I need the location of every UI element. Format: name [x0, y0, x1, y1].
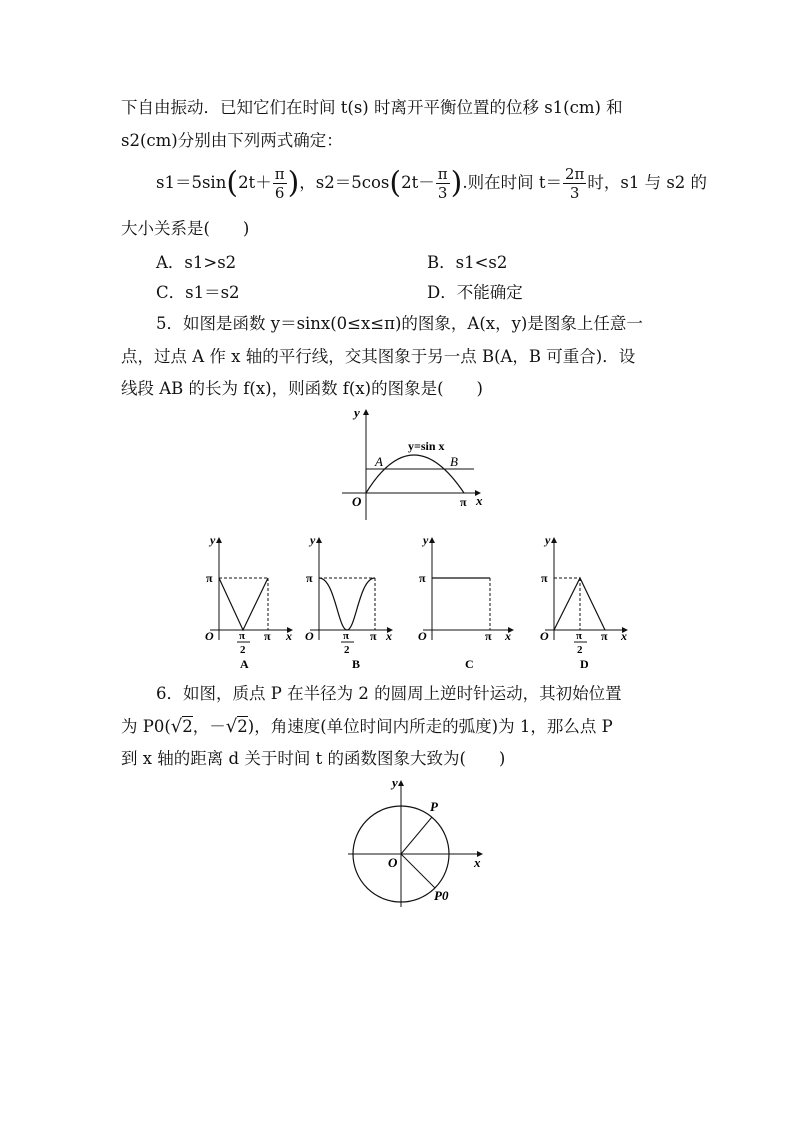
q4-option-d: D．不能确定: [427, 283, 523, 302]
s1-inner: 2t＋: [238, 173, 272, 192]
formula-tail: 时，s1 与 s2 的: [587, 173, 708, 192]
graph-b-y: y: [310, 533, 316, 547]
graph-a-half-pi-num: π: [239, 630, 246, 642]
q4-line-2: s2(cm)分别由下列两式确定：: [121, 131, 343, 150]
graph-c-label: C: [465, 657, 474, 671]
point-a-label: A: [375, 454, 383, 469]
sqrt-radicand-2: 2: [237, 717, 248, 736]
sine-graph: [330, 400, 500, 525]
q5-line-2: 点，过点 A 作 x 轴的平行线，交其图象于另一点 B(A，B 可重合)．设: [121, 347, 636, 366]
graph-b-pi-x: π: [370, 629, 377, 643]
graph-b-o: O: [305, 629, 314, 643]
graph-b-label: B: [352, 657, 361, 671]
formula-then: .则在时间 t＝: [462, 173, 562, 192]
s2-inner: 2t－: [401, 173, 435, 192]
sqrt-radicand-1: 2: [182, 717, 193, 736]
graph-a-o: O: [205, 629, 214, 643]
graph-a-half-pi-den: 2: [240, 644, 246, 656]
q6-line-1: 6．如图，质点 P 在半径为 2 的圆周上逆时针运动，其初始位置: [156, 684, 622, 703]
point-p0-label: P0: [434, 888, 449, 903]
graph-c-y: y: [423, 533, 429, 547]
graph-d-half-pi-den: 2: [577, 644, 583, 656]
q4-option-c: C．s1＝s2: [156, 283, 240, 302]
pi-over-6: $\frac{\pi}{6}$: [274, 165, 285, 202]
graph-d-pi-y: π: [541, 571, 548, 585]
q6-line-2-post: )，角速度(单位时间内所走的弧度)为 1，那么点 P: [247, 717, 613, 736]
graph-a-pi-x: π: [264, 629, 271, 643]
graph-b-pi-y: π: [306, 571, 313, 585]
radius-p0: [401, 854, 435, 888]
q4-line-1: 下自由振动．已知它们在时间 t(s) 时离开平衡位置的位移 s1(cm) 和: [121, 98, 623, 117]
graph-a-curve: [219, 578, 268, 630]
curve-label: y=sin x: [408, 439, 445, 453]
circle-origin-label: O: [388, 855, 398, 870]
q5-line-1: 5．如图是函数 y＝sinx(0≤x≤π)的图象，A(x，y)是图象上任意一: [156, 314, 643, 333]
q6-line-2-pre: 为 P0(: [121, 717, 171, 736]
graph-b-x: x: [386, 629, 392, 643]
q4-option-b: B．s1<s2: [427, 253, 508, 272]
circle-x-label: x: [474, 855, 481, 870]
q6-line-2-mid: ，－: [192, 717, 226, 736]
circle-y-label: y: [392, 775, 398, 790]
origin-label: O: [352, 494, 362, 509]
s2-lhs: s2＝5cos: [315, 173, 390, 192]
graph-d-o: O: [540, 629, 549, 643]
choice-graph-d: [535, 528, 635, 673]
x-label: x: [476, 493, 483, 508]
choice-graph-a: [200, 528, 300, 673]
q6-line-2: [121, 716, 613, 738]
graph-a-x: x: [286, 629, 292, 643]
graph-a-label: A: [240, 657, 249, 671]
graph-a-y: y: [210, 533, 216, 547]
graph-c-pi-x: π: [485, 629, 492, 643]
graph-b-half-pi-num: π: [343, 630, 350, 642]
graph-b-curve: [319, 578, 375, 630]
q5-line-3: 线段 AB 的长为 f(x)，则函数 f(x)的图象是( ): [121, 379, 483, 398]
graph-b-half-pi-den: 2: [344, 644, 350, 656]
y-label: y: [354, 405, 360, 420]
radius-p: [401, 817, 432, 854]
q4-option-a: A．s1>s2: [156, 253, 237, 272]
graph-c-o: O: [418, 629, 427, 643]
graph-d-x: x: [621, 629, 627, 643]
q6-line-3: 到 x 轴的距离 d 关于时间 t 的函数图象大致为( ): [121, 749, 506, 768]
choice-graph-c: [415, 528, 520, 673]
formula-separator: ，: [299, 173, 316, 192]
choice-graph-b: [300, 528, 400, 673]
graph-d-y: y: [545, 533, 551, 547]
q4-line-4: 大小关系是( ): [121, 219, 250, 238]
point-b-label: B: [450, 454, 458, 469]
circle-graph: [340, 775, 490, 910]
pi-over-3: $\frac{\pi}{3}$: [437, 165, 448, 202]
sqrt-symbol-2: √: [225, 716, 238, 737]
graph-d-pi-x: π: [601, 629, 608, 643]
pi-label: π: [460, 495, 467, 509]
graph-d-label: D: [580, 657, 589, 671]
point-p-label: P: [430, 799, 438, 814]
graph-a-pi-y: π: [206, 571, 213, 585]
sqrt-symbol: √: [170, 716, 183, 737]
graph-c-pi-y: π: [419, 571, 426, 585]
two-pi-over-3: $\frac{2\pi}{3}$: [564, 165, 585, 202]
graph-d-half-pi-num: π: [576, 630, 583, 642]
q4-formula: s1＝5sin(2t＋ $\frac{\pi}{6}$ )，s2＝5cos(2t－ $\frac{\pi}{3}$ ).则在时间 t＝ $\frac{2\pi}{3}$ 时，s1 与 s2 的: [156, 165, 708, 202]
s1-lhs: s1＝5sin: [156, 173, 227, 192]
graph-c-x: x: [505, 629, 511, 643]
